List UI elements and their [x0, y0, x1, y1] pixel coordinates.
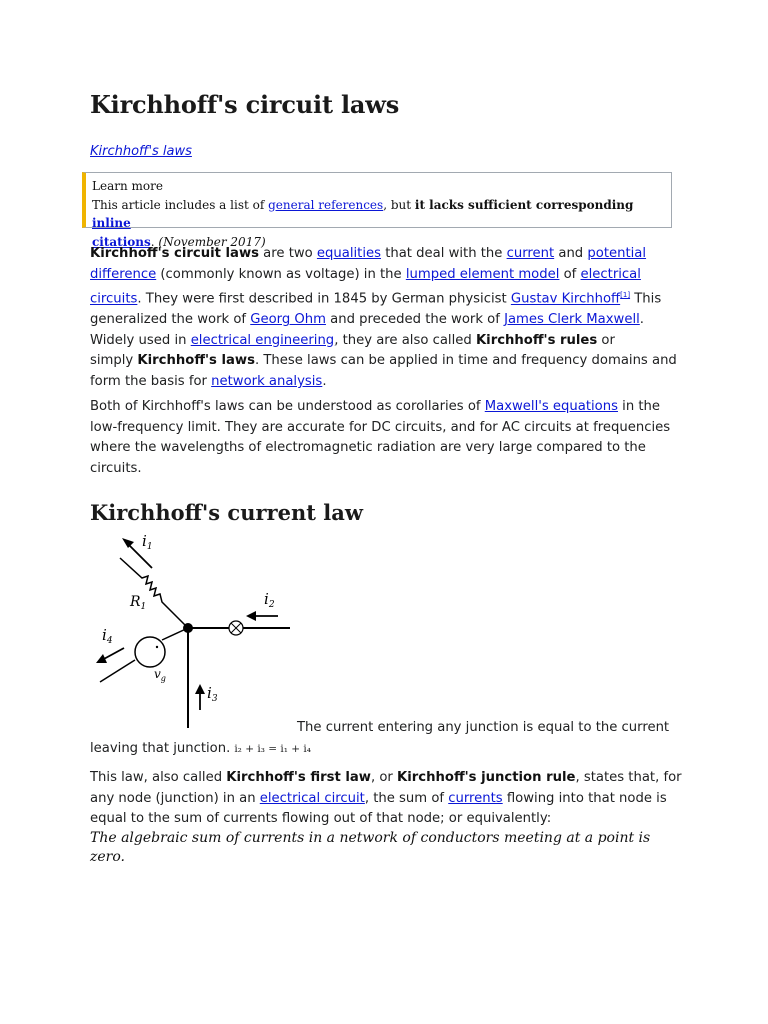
- equalities-link[interactable]: equalities: [316, 246, 381, 261]
- resistor-r1: [120, 558, 188, 628]
- electrical-engineering-link[interactable]: electrical engineering: [190, 332, 335, 348]
- svg-text:i3: $i_3$: [207, 684, 218, 704]
- georg-ohm-link[interactable]: Georg Ohm: [250, 312, 326, 328]
- inline-citations-link[interactable]: inline: [92, 216, 131, 230]
- potential-difference-link-cont[interactable]: difference: [90, 266, 157, 282]
- svg-text:i1: $i_1$: [142, 532, 153, 552]
- current-link[interactable]: current: [506, 246, 555, 261]
- electrical-circuit-link[interactable]: electrical circuit: [259, 790, 365, 806]
- diagram-caption: The current entering any junction is equal to the current: [297, 720, 670, 735]
- references-notice: Learn more This article includes a list of general references, but it lacks sufficient corresponding inline citations. (November 2017): [82, 172, 672, 228]
- inline-citations-link-cont[interactable]: citations: [92, 234, 151, 249]
- citation-1-link[interactable]: [1]: [620, 291, 631, 300]
- currents-link[interactable]: currents: [448, 790, 503, 806]
- maxwells-equations-link[interactable]: Maxwell's equations: [484, 399, 618, 414]
- voltage-source-symbol: [135, 637, 165, 667]
- svg-text:vg: $v_g$: [154, 667, 166, 683]
- learn-more-label[interactable]: Learn more: [92, 179, 163, 193]
- maxwell-paragraph: Both of Kirchhoff's laws can be understood as corollaries of Maxwell's equations in the low-frequency limit. They are accurate for DC circuits, and for AC circuits at frequencies where the wavelengths of electromagnetic radiation are very large compared to the circuits.: [90, 399, 671, 476]
- arrow-i4: [102, 648, 124, 660]
- section-heading-current-law: Kirchhoff's current law: [90, 500, 363, 525]
- law-statement-quote: The algebraic sum of currents in a network of conductors meeting at a point is zero.: [90, 830, 651, 865]
- general-references-link[interactable]: general references: [268, 197, 384, 212]
- james-clerk-maxwell-link[interactable]: James Clerk Maxwell: [504, 312, 640, 328]
- kirchhoffs-laws-link[interactable]: Kirchhoff's laws: [90, 144, 192, 159]
- gustav-kirchhoff-link[interactable]: Gustav Kirchhoff: [510, 291, 621, 307]
- kcl-formula: i₂ + i₃ = i₁ + i₄: [234, 743, 312, 755]
- svg-text:i4: $i_4$: [102, 626, 113, 646]
- svg-text:i2: $i_2$: [264, 590, 275, 610]
- intro-paragraph: Kirchhoff's circuit laws are two equalities that deal with the current and potential difference (commonly known as voltage) in the lumped element model of electrical circuits. They were first described in 1845 by German physicist Gustav Kirchhoff[1] This generalized the work of Georg Ohm and preceded the work of James Clerk Maxwell. Widely used in electrical engineering, they are also called Kirchhoff's rules or simply Kirchhoff's laws. These laws can be applied in time and frequency domains and form the basis for network analysis.: [90, 246, 677, 389]
- electrical-circuits-link[interactable]: electrical: [580, 266, 641, 282]
- junction-node: [183, 623, 193, 633]
- network-analysis-link[interactable]: network analysis: [211, 373, 323, 389]
- notice-date: (November 2017): [158, 234, 266, 249]
- diagram-caption-cont: leaving that junction. i₂ + i₃ = i₁ + i₄: [90, 741, 312, 756]
- first-law-paragraph: This law, also called Kirchhoff's first law, or Kirchhoff's junction rule, states that, for any node (junction) in an electrical circuit, the sum of currents flowing into that node is equal to the sum of currents flowing out of that node; or equivalently:: [90, 770, 682, 827]
- notice-text: This article includes a list of: [92, 197, 269, 212]
- notice-bold-text: it lacks sufficient corresponding: [414, 197, 634, 212]
- page-title: Kirchhoff's circuit laws: [90, 90, 400, 119]
- lumped-element-model-link[interactable]: lumped element model: [405, 266, 560, 282]
- svg-text:R1: $R_1$: [130, 594, 147, 612]
- kcl-circuit-diagram: [90, 530, 300, 730]
- potential-difference-link[interactable]: potential: [587, 246, 647, 261]
- electrical-circuits-link-cont[interactable]: circuits: [90, 291, 138, 307]
